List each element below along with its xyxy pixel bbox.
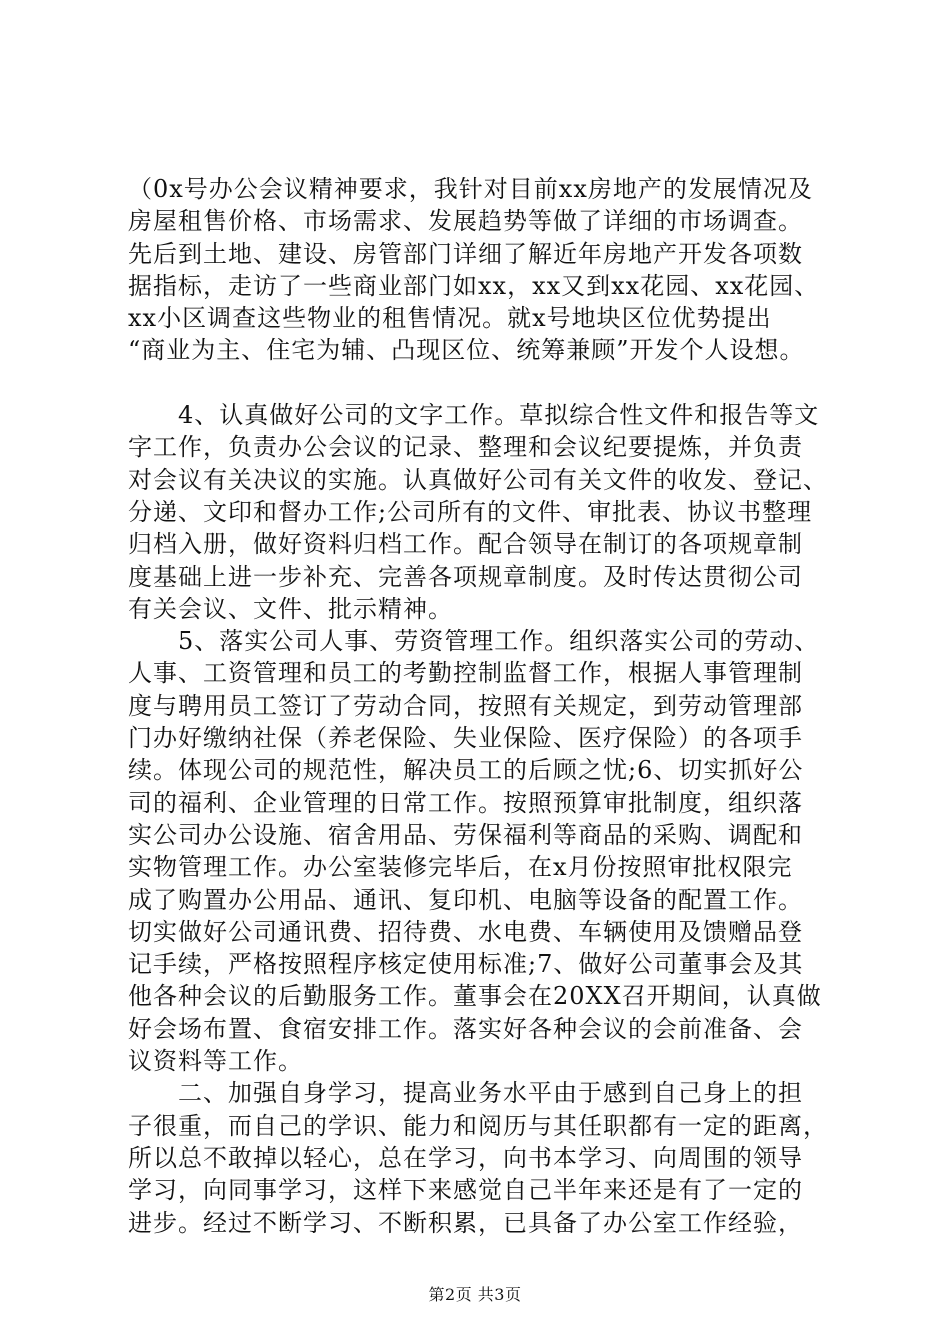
- text-line: 字工作，负责办公会议的记录、整理和会议纪要提炼，并负责: [128, 433, 803, 462]
- text-line: 度与聘用员工签订了劳动合同，按照有关规定，到劳动管理部: [128, 691, 803, 720]
- text-line: 有关会议、文件、批示精神。: [128, 594, 453, 623]
- text-line: 人事、工资管理和员工的考勤控制监督工作，根据人事管理制: [128, 659, 803, 688]
- document-body: [128, 173, 828, 1239]
- text-line: 度基础上进一步补充、完善各项规章制度。及时传达贯彻公司: [128, 562, 803, 591]
- text-line: 议资料等工作。: [128, 1047, 303, 1076]
- text-line: 5、落实公司人事、劳资管理工作。组织落实公司的劳动、: [128, 627, 820, 656]
- text-line: 好会场布置、食宿安排工作。落实好各种会议的会前准备、会: [128, 1014, 803, 1043]
- text-line: 记手续，严格按照程序核定使用标准;7、做好公司董事会及其: [128, 950, 804, 979]
- text-line: 他各种会议的后勤服务工作。董事会在20XX召开期间，认真做: [128, 982, 822, 1011]
- text-line: 分递、文印和督办工作;公司所有的文件、审批表、协议书整理: [128, 497, 813, 526]
- text-line: 二、加强自身学习，提高业务水平由于感到自己身上的担: [128, 1079, 803, 1108]
- text-line: 4、认真做好公司的文字工作。草拟综合性文件和报告等文: [128, 401, 820, 430]
- page-footer: 第2页 共3页: [428, 1285, 522, 1304]
- paragraph-gap: [128, 367, 828, 399]
- text-line: 归档入册，做好资料归档工作。配合领导在制订的各项规章制: [128, 530, 803, 559]
- text-line: 房屋租售价格、市场需求、发展趋势等做了详细的市场调查。: [128, 207, 803, 236]
- text-line: 门办好缴纳社保（养老保险、失业保险、医疗保险）的各项手: [128, 724, 803, 753]
- text-line: “商业为主、住宅为辅、凸现区位、统筹兼顾”开发个人设想。: [128, 336, 805, 365]
- text-line: 学习，向同事学习，这样下来感觉自己半年来还是有了一定的: [128, 1176, 803, 1205]
- text-line: xx小区调查这些物业的租售情况。就x号地块区位优势提出: [128, 304, 772, 333]
- text-line: 子很重，而自己的学识、能力和阅历与其任职都有一定的距离，: [128, 1111, 828, 1140]
- text-line: 司的福利、企业管理的日常工作。按照预算审批制度，组织落: [128, 788, 803, 817]
- text-line: 对会议有关决议的实施。认真做好公司有关文件的收发、登记、: [128, 465, 828, 494]
- text-line: 实物管理工作。办公室装修完毕后，在x月份按照审批权限完: [128, 853, 793, 882]
- text-line: （0x号办公会议精神要求，我针对目前xx房地产的发展情况及: [128, 175, 813, 203]
- text-line: 据指标，走访了一些商业部门如xx，xx又到xx花园、xx花园、: [128, 271, 820, 300]
- text-line: 先后到土地、建设、房管部门详细了解近年房地产开发各项数: [128, 239, 803, 268]
- text-line: 进步。经过不断学习、不断积累，已具备了办公室工作经验，: [128, 1208, 803, 1237]
- text-line: 实公司办公设施、宿舍用品、劳保福利等商品的采购、调配和: [128, 820, 803, 849]
- text-line: 所以总不敢掉以轻心，总在学习，向书本学习、向周围的领导: [128, 1143, 803, 1172]
- text-line: 切实做好公司通讯费、招待费、水电费、车辆使用及馈赠品登: [128, 917, 803, 946]
- text-line: 续。体现公司的规范性，解决员工的后顾之忧;6、切实抓好公: [128, 756, 804, 785]
- text-line: 成了购置办公用品、通讯、复印机、电脑等设备的配置工作。: [128, 885, 803, 914]
